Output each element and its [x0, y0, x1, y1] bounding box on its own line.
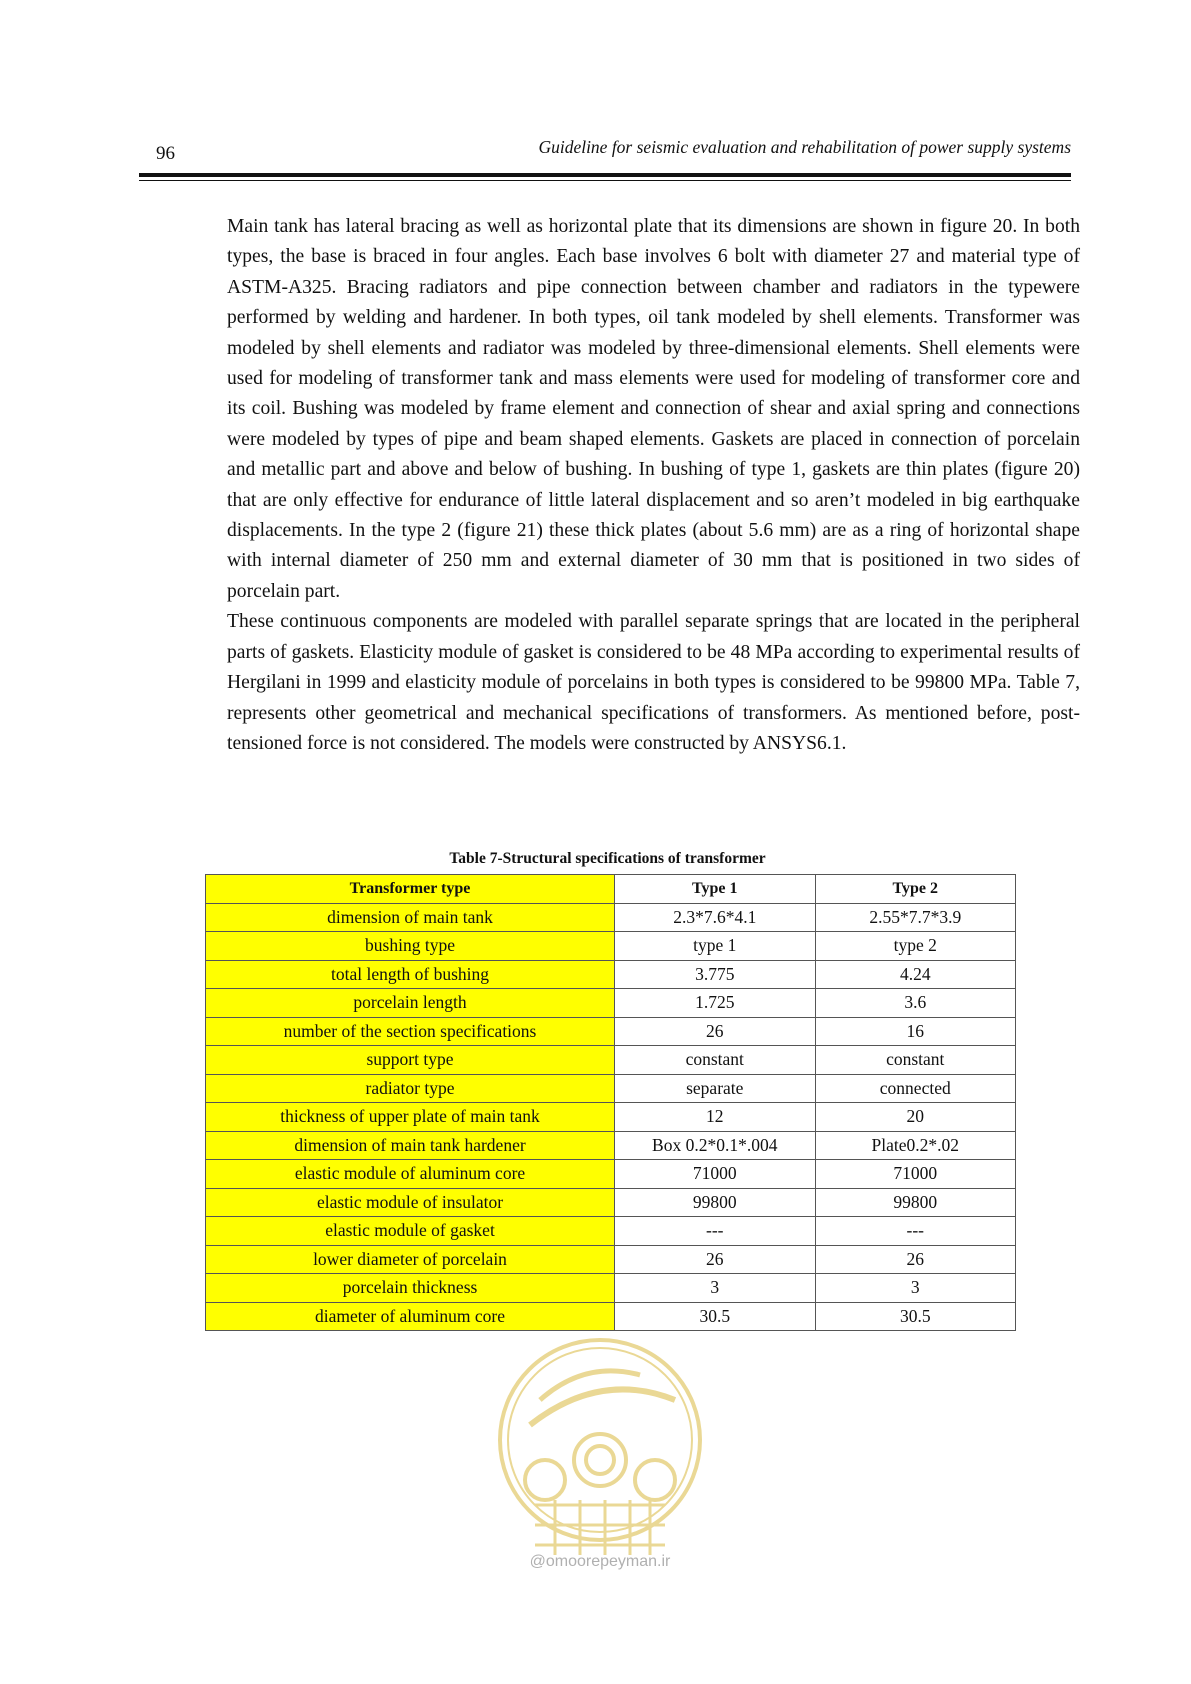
row-label: dimension of main tank	[206, 903, 615, 932]
row-label: total length of bushing	[206, 960, 615, 989]
header-rule-thin	[139, 180, 1071, 181]
row-type1: 12	[615, 1103, 815, 1132]
table-row	[206, 989, 1016, 1018]
table-row	[206, 1017, 1016, 1046]
row-label: bushing type	[206, 932, 615, 961]
table-row	[206, 1131, 1016, 1160]
table-row	[206, 1074, 1016, 1103]
table-row	[206, 1302, 1016, 1331]
row-type2: type 2	[815, 932, 1016, 961]
row-label: thickness of upper plate of main tank	[206, 1103, 615, 1132]
row-type1: 26	[615, 1017, 815, 1046]
row-type2: 26	[815, 1245, 1016, 1274]
header-cell-type1: Type 1	[615, 875, 815, 904]
row-type2: 71000	[815, 1160, 1016, 1189]
row-type2: connected	[815, 1074, 1016, 1103]
row-label: elastic module of insulator	[206, 1188, 615, 1217]
row-type1: ---	[615, 1217, 815, 1246]
row-type2: ---	[815, 1217, 1016, 1246]
row-type2: 2.55*7.7*3.9	[815, 903, 1016, 932]
table-row	[206, 903, 1016, 932]
running-title: Guideline for seismic evaluation and rehabilitation of power supply systems	[538, 137, 1071, 157]
header-cell-label: Transformer type	[206, 875, 615, 904]
row-label: support type	[206, 1046, 615, 1075]
row-label: dimension of main tank hardener	[206, 1131, 615, 1160]
row-type1: 3.775	[615, 960, 815, 989]
table-caption: Table 7-Structural specifications of transformer	[449, 850, 766, 867]
row-type1: 2.3*7.6*4.1	[615, 903, 815, 932]
table-row	[206, 1103, 1016, 1132]
row-type1: 71000	[615, 1160, 815, 1189]
row-type1: 30.5	[615, 1302, 815, 1331]
row-type2: 99800	[815, 1188, 1016, 1217]
row-label: elastic module of aluminum core	[206, 1160, 615, 1189]
table-header-row	[206, 875, 1016, 904]
row-label: number of the section specifications	[206, 1017, 615, 1046]
row-type1: type 1	[615, 932, 815, 961]
row-label: elastic module of gasket	[206, 1217, 615, 1246]
paragraph-1: Main tank has lateral bracing as well as horizontal plate that its dimensions are shown in figure 20. In both types, the base is braced in four angles. Each base involves 6 bolt with diameter 27 and material type of ASTM-A325. Bracing radiators and pipe connection between chamber and radiators in the typewere performed by welding and hardener. In both types, oil tank modeled by shell elements. Transformer was modeled by shell elements and radiator was modeled by three-dimensional elements. Shell elements were used for modeling of transformer tank and mass elements were used for modeling of transformer core and its coil. Bushing was modeled by frame element and connection of shear and axial spring and connections were modeled by types of pipe and beam shaped elements. Gaskets are placed in connection of porcelain and metallic part and above and below of bushing. In bushing of type 1, gaskets are thin plates (figure 20) that are only effective for endurance of little lateral displacement and so aren’t modeled in big earthquake displacements. In the type 2 (figure 21) these thick plates (about 5.6 mm) are as a ring of horizontal shape with internal diameter of 250 mm and external diameter of 30 mm that is positioned in two sides of porcelain part.	[227, 216, 1080, 602]
table-row	[206, 1188, 1016, 1217]
row-type2: 30.5	[815, 1302, 1016, 1331]
row-label: porcelain thickness	[206, 1274, 615, 1303]
table-row	[206, 1217, 1016, 1246]
header-cell-type2: Type 2	[815, 875, 1016, 904]
row-type2: constant	[815, 1046, 1016, 1075]
row-label: radiator type	[206, 1074, 615, 1103]
table-row	[206, 1245, 1016, 1274]
table-row	[206, 932, 1016, 961]
header-rule-thick	[139, 173, 1071, 177]
table-row	[206, 960, 1016, 989]
page-number: 96	[156, 143, 175, 164]
row-type2: 4.24	[815, 960, 1016, 989]
row-type1: constant	[615, 1046, 815, 1075]
table-row	[206, 1160, 1016, 1189]
row-type2: 16	[815, 1017, 1016, 1046]
row-type1: 3	[615, 1274, 815, 1303]
body-text	[227, 212, 1080, 759]
row-type1: 1.725	[615, 989, 815, 1018]
spec-table	[205, 874, 1016, 1331]
row-type2: 3	[815, 1274, 1016, 1303]
row-label: porcelain length	[206, 989, 615, 1018]
row-type1: separate	[615, 1074, 815, 1103]
row-type1: 26	[615, 1245, 815, 1274]
row-label: lower diameter of porcelain	[206, 1245, 615, 1274]
watermark-text: @omoorepeyman.ir	[529, 1553, 671, 1570]
row-type1: Box 0.2*0.1*.004	[615, 1131, 815, 1160]
watermark-seal-icon	[490, 1330, 710, 1590]
table-row	[206, 1274, 1016, 1303]
table-row	[206, 1046, 1016, 1075]
paragraph-2: These continuous components are modeled with parallel separate springs that are located in the peripheral parts of gaskets. Elasticity module of gasket is considered to be 48 MPa according to experimental results of Hergilani in 1999 and elasticity module of porcelains in both types is considered to be 99800 MPa. Table 7, represents other geometrical and mechanical specifications of transformers. As mentioned before, post-tensioned force is not considered. The models were constructed by ANSYS6.1.	[227, 611, 1080, 754]
row-type2: 3.6	[815, 989, 1016, 1018]
row-type2: 20	[815, 1103, 1016, 1132]
row-label: diameter of aluminum core	[206, 1302, 615, 1331]
row-type1: 99800	[615, 1188, 815, 1217]
row-type2: Plate0.2*.02	[815, 1131, 1016, 1160]
